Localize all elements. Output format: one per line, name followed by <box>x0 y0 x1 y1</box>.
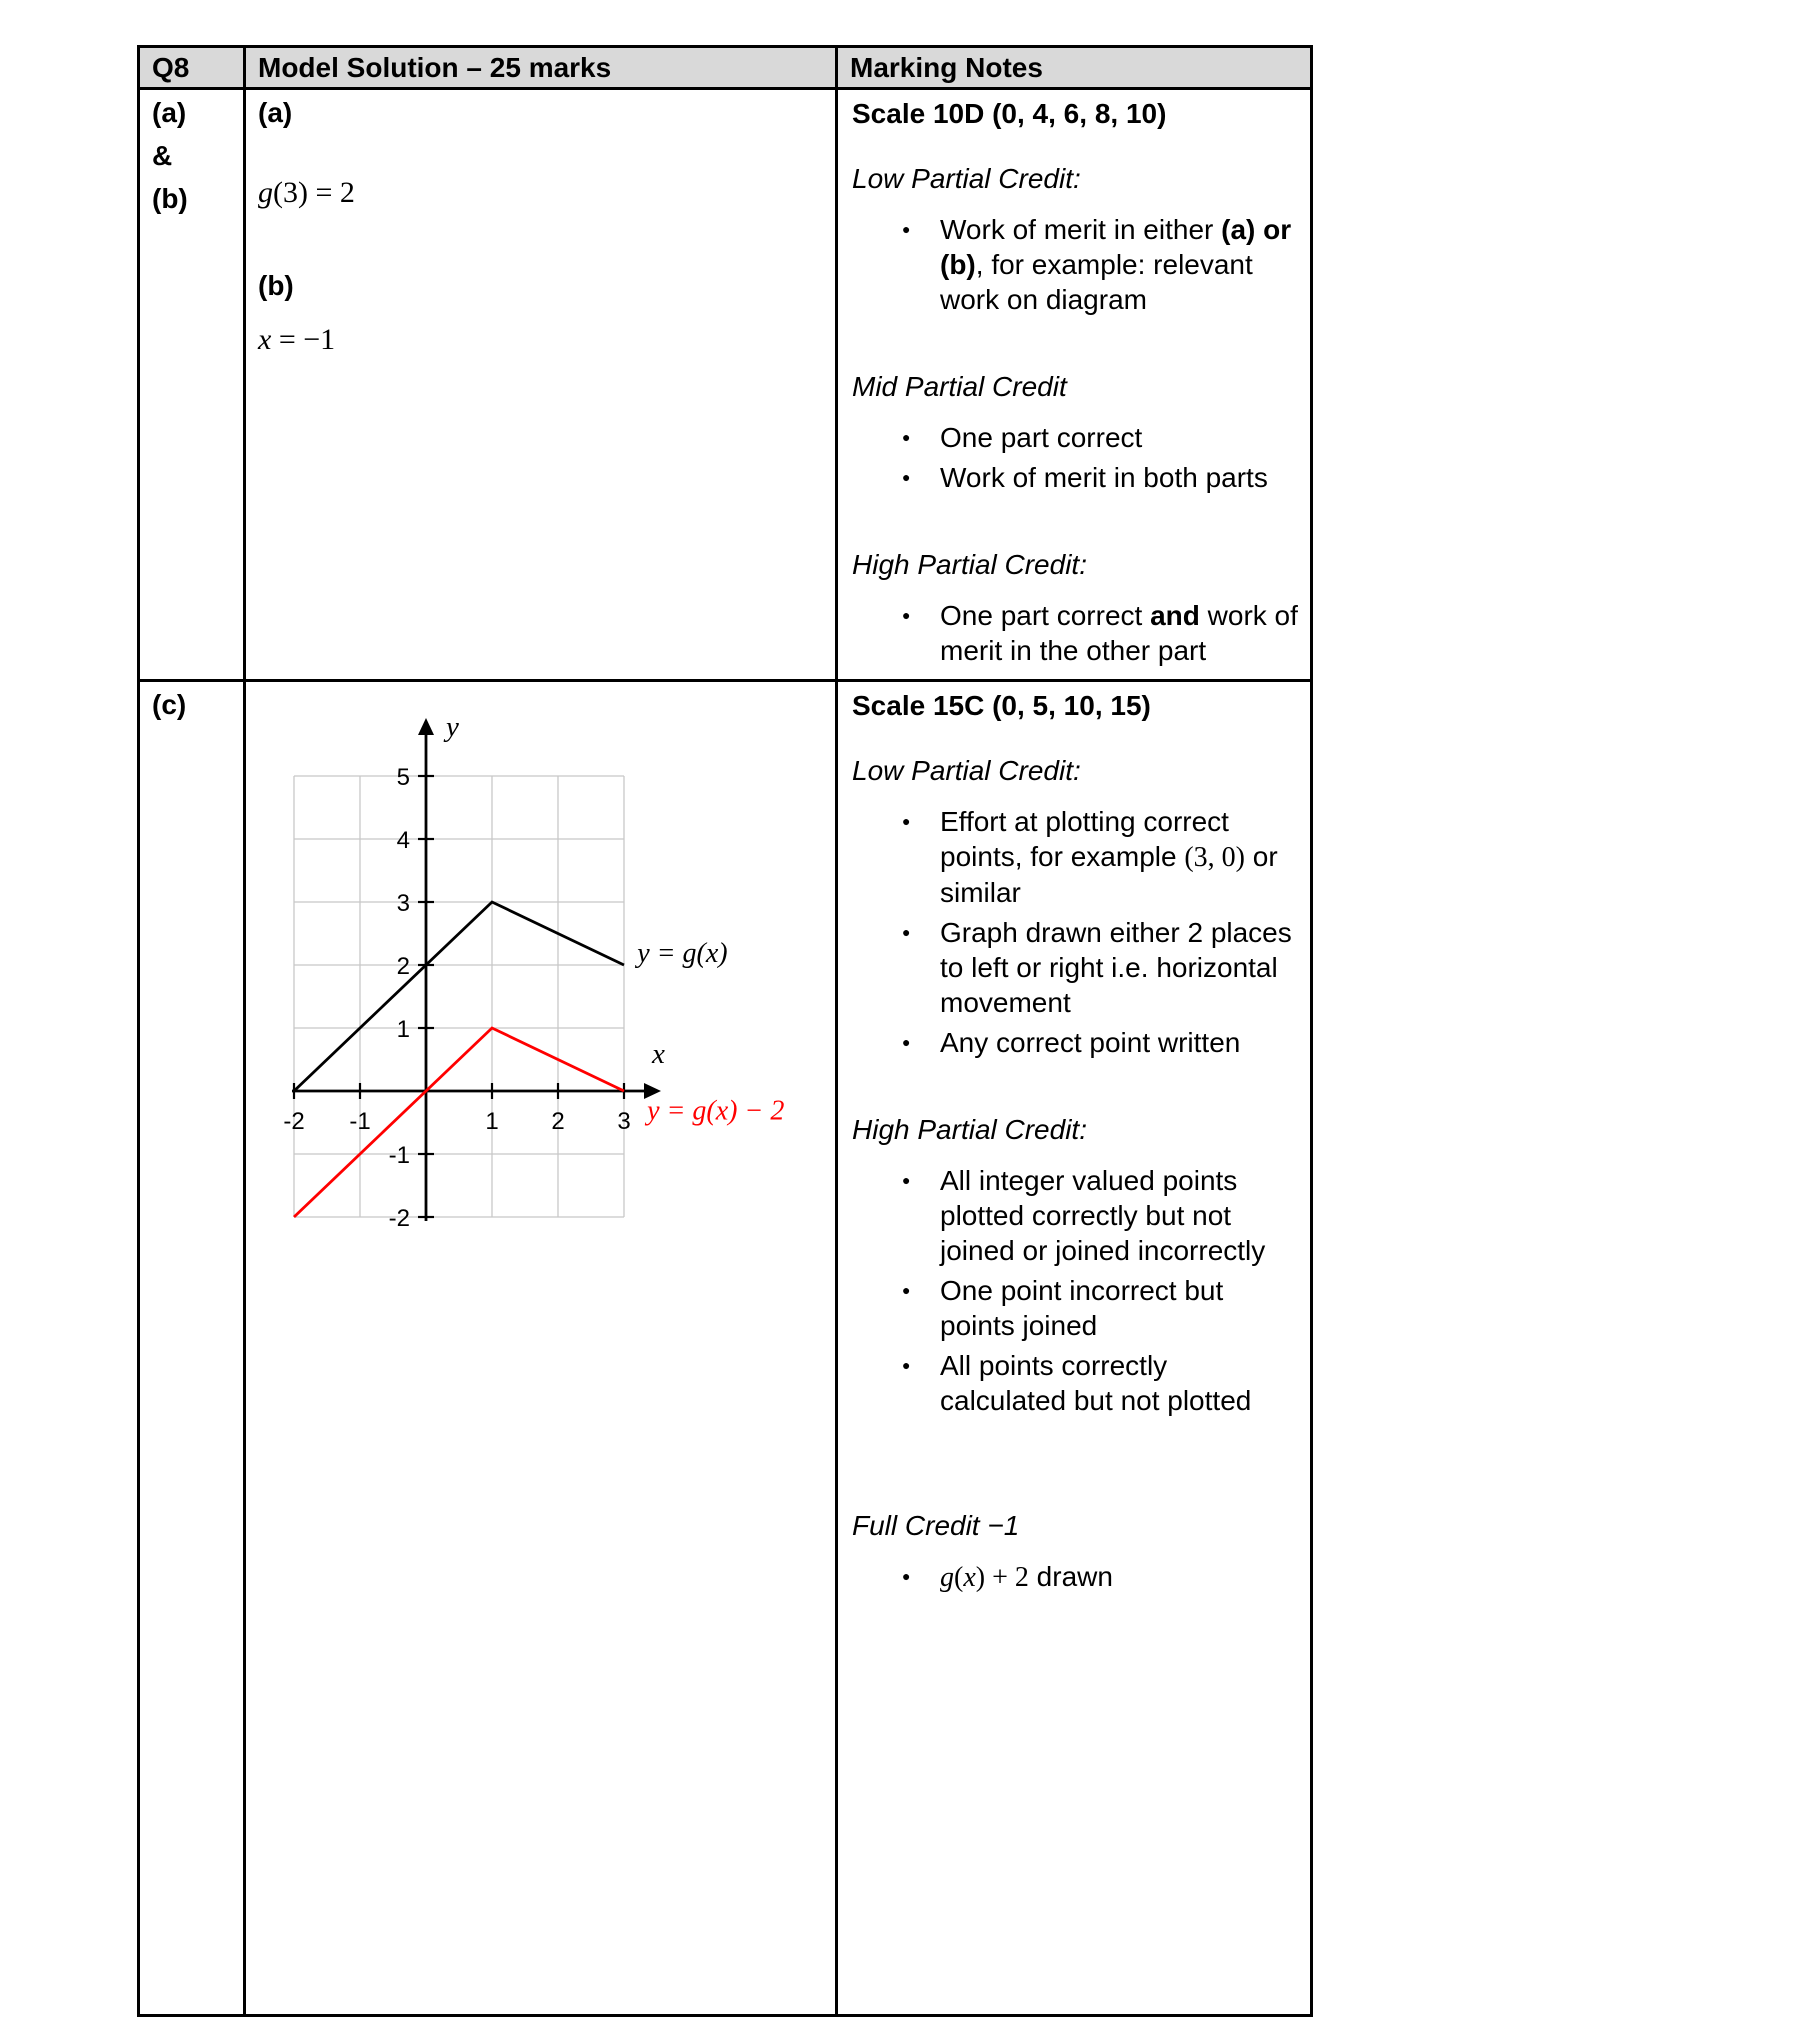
bullet-item: ● One part correct <box>852 420 1298 455</box>
header-question-number: Q8 <box>139 47 245 89</box>
low-partial-credit-heading: Low Partial Credit: <box>852 163 1081 194</box>
part-c-label: (c) <box>152 689 187 720</box>
part-b-label: (b) <box>152 183 188 214</box>
svg-text:3: 3 <box>617 1108 631 1135</box>
part-label-cell-ab <box>139 89 245 681</box>
solution-cell-c <box>245 681 837 2016</box>
solution-a-equation: g(3) = 2 <box>258 176 355 209</box>
svg-text:5: 5 <box>396 764 410 791</box>
svg-text:-2: -2 <box>283 1108 305 1135</box>
scale-15c-heading: Scale 15C (0, 5, 10, 15) <box>852 690 1151 721</box>
svg-text:-2: -2 <box>388 1205 410 1232</box>
ampersand: & <box>152 140 173 171</box>
low-partial-credit-list <box>852 212 1298 317</box>
table-header-row <box>139 47 1312 89</box>
bullet-item: ● Effort at plotting correct points, for example (3, 0) or similar <box>852 804 1298 910</box>
svg-text:x: x <box>652 1038 665 1070</box>
svg-text:-1: -1 <box>388 1142 410 1169</box>
mid-partial-credit-list <box>852 420 1298 495</box>
bullet-item: ● All points correctly calculated but not plotted <box>852 1348 1298 1418</box>
svg-text:-1: -1 <box>349 1108 371 1135</box>
part-a-label: (a) <box>152 97 187 128</box>
mid-partial-credit-heading: Mid Partial Credit <box>852 371 1067 402</box>
high-partial-credit-list <box>852 1163 1298 1418</box>
svg-text:y: y <box>446 711 459 743</box>
svg-text:4: 4 <box>396 827 410 854</box>
scale-10d-heading: Scale 10D (0, 4, 6, 8, 10) <box>852 98 1167 129</box>
bullet-item: ● One point incorrect but points joined <box>852 1273 1298 1343</box>
svg-text:y = g(x) − 2: y = g(x) − 2 <box>647 1095 785 1127</box>
bullet-item: ● Graph drawn either 2 places to left or right i.e. horizontal movement <box>852 915 1298 1020</box>
notes-cell-ab <box>837 89 1312 681</box>
row-part-c <box>139 681 1312 2016</box>
high-partial-credit-list <box>852 598 1298 668</box>
bullet-item: ● Work of merit in either (a) or (b), for example: relevant work on diagram <box>852 212 1298 317</box>
header-marking-notes: Marking Notes <box>837 47 1312 89</box>
header-model-solution: Model Solution – 25 marks <box>245 47 837 89</box>
full-credit-heading: Full Credit −1 <box>852 1510 1020 1541</box>
svg-text:2: 2 <box>551 1108 565 1135</box>
solution-b-equation: x = −1 <box>258 322 336 356</box>
svg-text:2: 2 <box>396 953 410 980</box>
bullet-item: ● Work of merit in both parts <box>852 460 1298 495</box>
notes-cell-c <box>837 681 1312 2016</box>
row-parts-ab <box>139 89 1312 681</box>
svg-text:1: 1 <box>485 1108 499 1135</box>
solution-a-heading: (a) <box>258 97 293 128</box>
part-label-cell-c <box>139 681 245 2016</box>
function-graph <box>266 696 826 1248</box>
low-partial-credit-list <box>852 804 1298 1060</box>
full-credit-list <box>852 1559 1298 1595</box>
bullet-item: ● One part correct and work of merit in the other part <box>852 598 1298 668</box>
svg-text:y = g(x): y = g(x) <box>637 937 728 969</box>
svg-text:3: 3 <box>396 890 410 917</box>
svg-text:1: 1 <box>396 1016 410 1043</box>
marking-scheme-table <box>137 45 1313 2017</box>
solution-cell-ab <box>245 89 837 681</box>
bullet-item: ● All integer valued points plotted correctly but not joined or joined incorrectly <box>852 1163 1298 1268</box>
high-partial-credit-heading: High Partial Credit: <box>852 1114 1087 1145</box>
bullet-item: ● g(x) + 2 drawn <box>852 1559 1298 1595</box>
high-partial-credit-heading: High Partial Credit: <box>852 549 1087 580</box>
low-partial-credit-heading: Low Partial Credit: <box>852 755 1081 786</box>
bullet-item: ● Any correct point written <box>852 1025 1298 1060</box>
solution-b-heading: (b) <box>258 269 294 301</box>
